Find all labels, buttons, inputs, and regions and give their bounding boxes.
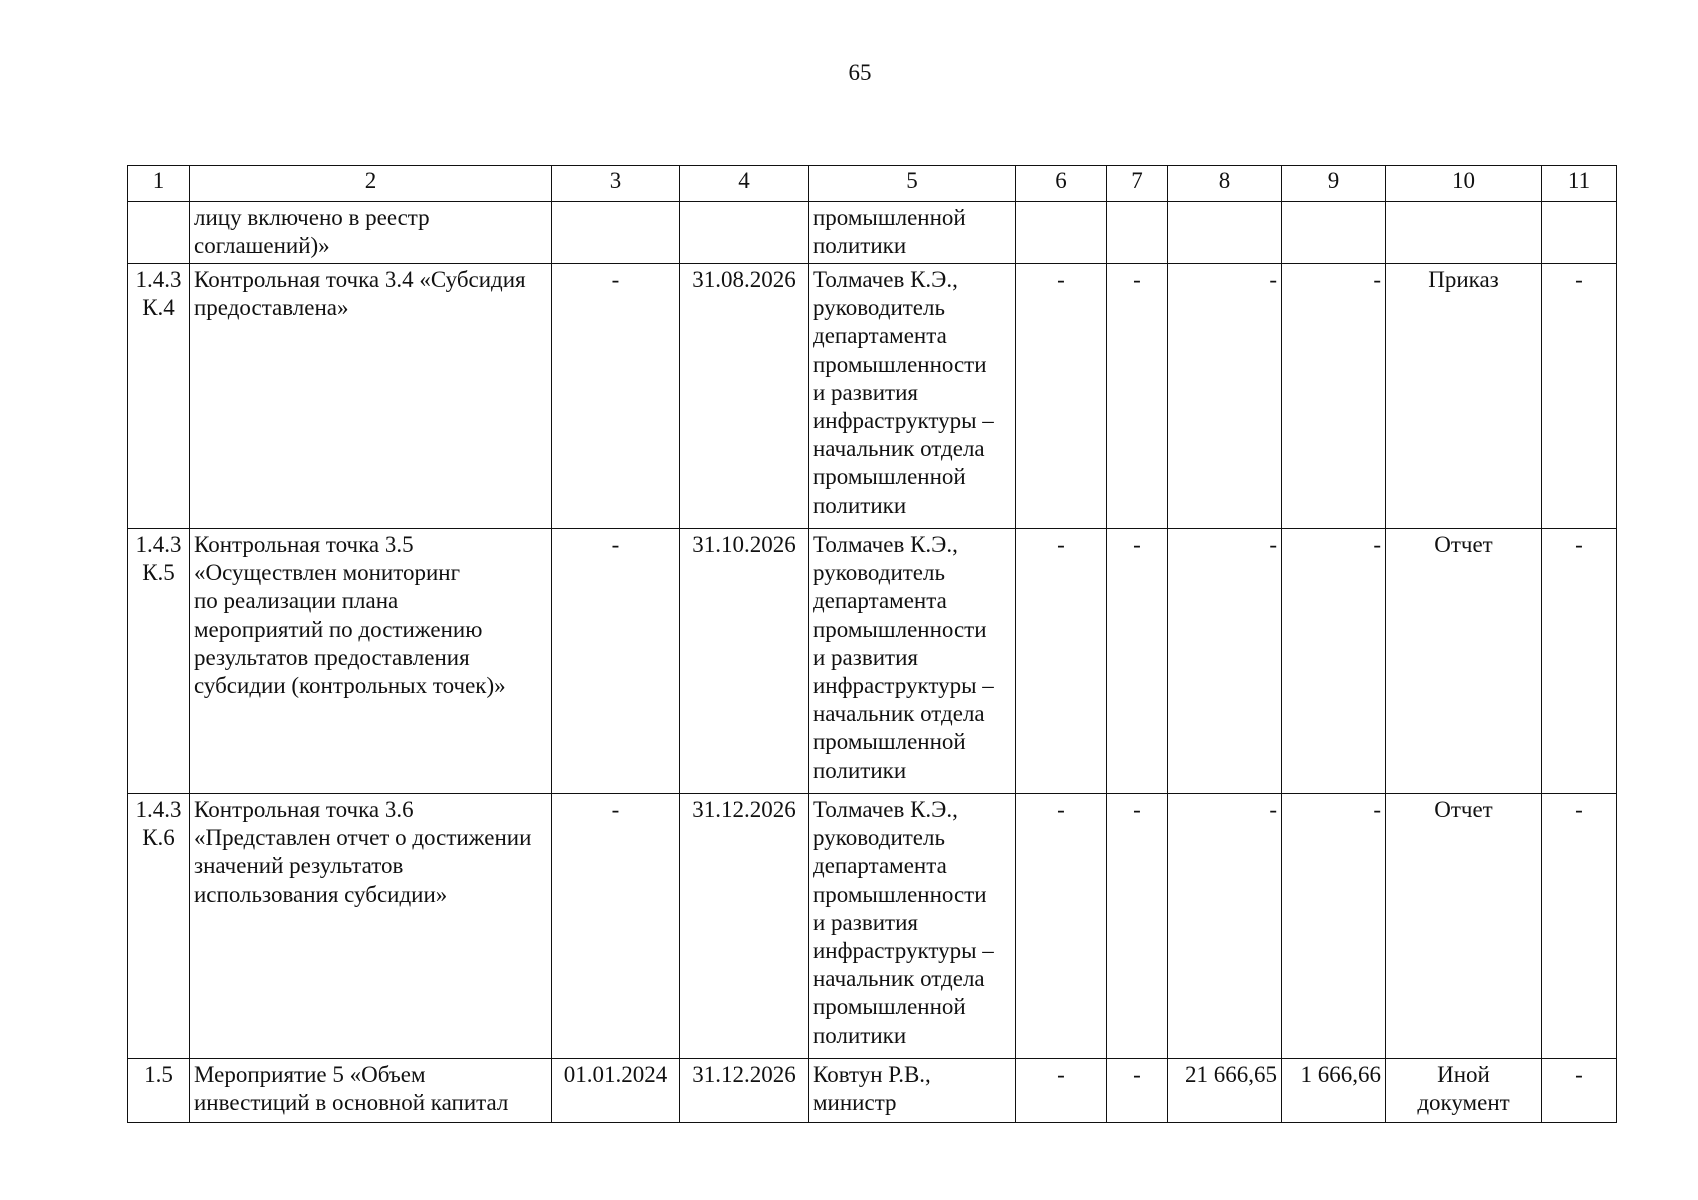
cell-number: 1.4.3 К.4 <box>128 264 190 529</box>
header-cell-6: 6 <box>1016 166 1107 202</box>
cell-document-type: Отчет <box>1386 529 1542 794</box>
cell-responsible: Ковтун Р.В., министр <box>809 1059 1016 1123</box>
cell-number: 1.4.3 К.5 <box>128 529 190 794</box>
cell-start-date: - <box>552 794 680 1059</box>
header-cell-9: 9 <box>1282 166 1386 202</box>
cell-start-date <box>552 202 680 264</box>
cell-col7: - <box>1107 1059 1168 1123</box>
cell-col11: - <box>1542 529 1617 794</box>
cell-end-date: 31.10.2026 <box>680 529 809 794</box>
cell-col6: - <box>1016 264 1107 529</box>
table-row <box>128 1059 1617 1123</box>
header-cell-4: 4 <box>680 166 809 202</box>
cell-col8: - <box>1168 264 1282 529</box>
header-row <box>128 166 1617 202</box>
cell-responsible: Толмачев К.Э., руководитель департамента промышленности и развития инфраструктуры – начальник отдела промышленной политики <box>809 794 1016 1059</box>
document-table <box>127 165 1617 1123</box>
cell-start-date: - <box>552 264 680 529</box>
cell-responsible: Толмачев К.Э., руководитель департамента промышленности и развития инфраструктуры – начальник отдела промышленной политики <box>809 529 1016 794</box>
cell-name: Контрольная точка 3.6 «Представлен отчет о достижении значений результатов использования субсидии» <box>190 794 552 1059</box>
header-cell-5: 5 <box>809 166 1016 202</box>
cell-responsible: промышленной политики <box>809 202 1016 264</box>
cell-col9: - <box>1282 794 1386 1059</box>
cell-col8 <box>1168 202 1282 264</box>
cell-col9: 1 666,66 <box>1282 1059 1386 1123</box>
cell-col9: - <box>1282 264 1386 529</box>
cell-col8: - <box>1168 529 1282 794</box>
cell-col8: - <box>1168 794 1282 1059</box>
cell-document-type: Отчет <box>1386 794 1542 1059</box>
cell-col6 <box>1016 202 1107 264</box>
cell-col8: 21 666,65 <box>1168 1059 1282 1123</box>
cell-end-date: 31.08.2026 <box>680 264 809 529</box>
cell-number <box>128 202 190 264</box>
table-row <box>128 264 1617 529</box>
cell-document-type: Иной документ <box>1386 1059 1542 1123</box>
cell-col11 <box>1542 202 1617 264</box>
cell-col11: - <box>1542 794 1617 1059</box>
cell-number: 1.4.3 К.6 <box>128 794 190 1059</box>
cell-name: Контрольная точка 3.4 «Субсидия предоставлена» <box>190 264 552 529</box>
header-cell-2: 2 <box>190 166 552 202</box>
cell-col9 <box>1282 202 1386 264</box>
header-cell-1: 1 <box>128 166 190 202</box>
cell-col6: - <box>1016 794 1107 1059</box>
cell-col7: - <box>1107 794 1168 1059</box>
cell-col11: - <box>1542 1059 1617 1123</box>
cell-col7: - <box>1107 264 1168 529</box>
page-number: 65 <box>848 60 872 85</box>
cell-name: Контрольная точка 3.5 «Осуществлен мониторинг по реализации плана мероприятий по достижению результатов предоставления субсидии (контрольных точек)» <box>190 529 552 794</box>
cell-end-date: 31.12.2026 <box>680 794 809 1059</box>
header-cell-8: 8 <box>1168 166 1282 202</box>
header-cell-7: 7 <box>1107 166 1168 202</box>
cell-end-date <box>680 202 809 264</box>
cell-number: 1.5 <box>128 1059 190 1123</box>
cell-start-date: - <box>552 529 680 794</box>
cell-col7: - <box>1107 529 1168 794</box>
cell-end-date: 31.12.2026 <box>680 1059 809 1123</box>
cell-col7 <box>1107 202 1168 264</box>
cell-col6: - <box>1016 1059 1107 1123</box>
header-cell-11: 11 <box>1542 166 1617 202</box>
cell-name: Мероприятие 5 «Объем инвестиций в основной капитал <box>190 1059 552 1123</box>
cell-document-type <box>1386 202 1542 264</box>
header-cell-3: 3 <box>552 166 680 202</box>
cell-document-type: Приказ <box>1386 264 1542 529</box>
cell-start-date: 01.01.2024 <box>552 1059 680 1123</box>
table-row <box>128 202 1617 264</box>
table-body <box>128 202 1617 1123</box>
cell-col6: - <box>1016 529 1107 794</box>
cell-responsible: Толмачев К.Э., руководитель департамента промышленности и развития инфраструктуры – начальник отдела промышленной политики <box>809 264 1016 529</box>
table-row <box>128 794 1617 1059</box>
header-cell-10: 10 <box>1386 166 1542 202</box>
cell-col9: - <box>1282 529 1386 794</box>
table-row <box>128 529 1617 794</box>
cell-col11: - <box>1542 264 1617 529</box>
cell-name: лицу включено в реестр соглашений)» <box>190 202 552 264</box>
